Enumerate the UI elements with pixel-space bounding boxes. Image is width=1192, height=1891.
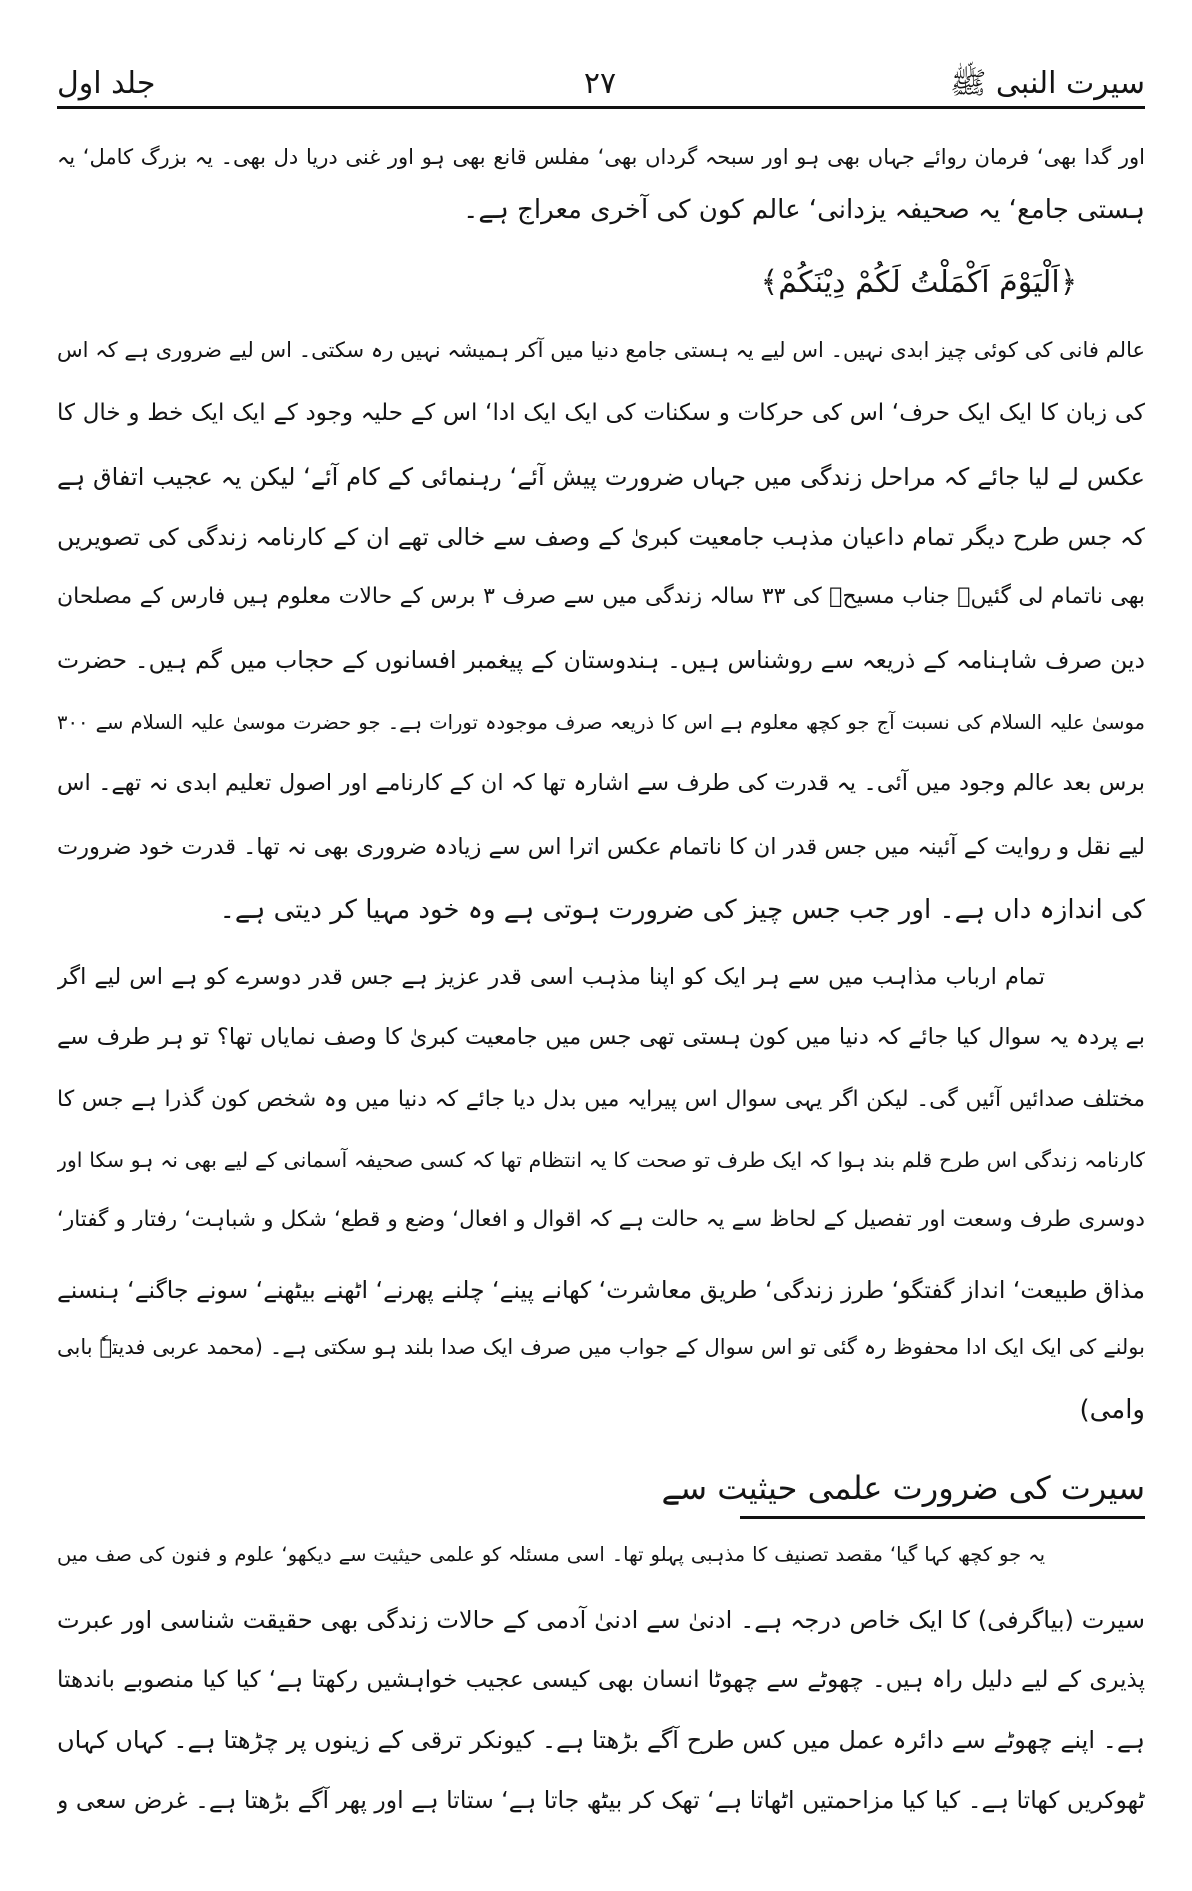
- text-line: لیے نقل و روایت کے آئینہ میں جس قدر ان کا ناتمام عکس اترا اس سے زیادہ ضروری بھی نہ تھا۔ قدرت خود ضرورت: [57, 834, 1145, 860]
- text-line: دوسری طرف وسعت اور تفصیل کے لحاظ سے یہ حالت ہے کہ اقوال و افعال‘ وضع و قطع‘ شکل و شباہت‘ رفتار و گفتار‘: [57, 1207, 1145, 1232]
- page-number: ۲۷: [583, 66, 617, 101]
- text-line: عکس لے لیا جائے کہ مراحل زندگی میں جہاں ضرورت پیش آئے‘ رہنمائی کے کام آئے‘ لیکن یہ عجیب اتفاق ہے: [57, 463, 1145, 491]
- text-line: مذاق طبیعت‘ انداز گفتگو‘ طرز زندگی‘ طریق معاشرت‘ کھانے پینے‘ چلنے پھرنے‘ اٹھنے بیٹھنے‘ سونے جاگنے‘ ہنسنے: [57, 1276, 1145, 1304]
- quranic-verse: ﴿اَلْيَوْمَ اَكْمَلْتُ لَكُمْ دِيْنَكُمْ﴾: [760, 265, 1078, 300]
- text-line: دین صرف شاہنامہ کے ذریعہ سے روشناس ہیں۔ ہندوستان کے پیغمبر افسانوں کے حجاب میں گم ہیں۔ حضرت: [57, 646, 1145, 674]
- header-rule: [57, 106, 1145, 109]
- text-line: تمام ارباب مذاہب میں سے ہر ایک کو اپنا مذہب اسی قدر عزیز ہے جس قدر دوسرے کو ہے اس لیے اگر: [57, 964, 1045, 990]
- text-line: ہستی جامع‘ یہ صحیفہ یزدانی‘ عالم کون کی آخری معراج ہے۔: [463, 195, 1145, 225]
- text-line: مختلف صدائیں آئیں گی۔ لیکن اگر یہی سوال اس پیرایہ میں بدل دیا جائے کہ دنیا میں وہ شخص کون گذرا ہے جس کا: [57, 1087, 1145, 1112]
- text-line: کی زبان کا ایک ایک حرف‘ اس کی حرکات و سکنات کی ایک ایک ادا‘ اس کے حلیہ وجود کے ایک ایک خط و خال کا: [57, 400, 1145, 426]
- text-line: موسیٰ علیہ السلام کی نسبت آج جو کچھ معلوم ہے اس کا ذریعہ صرف موجودہ تورات ہے۔ جو حضرت موسیٰ علیہ السلام سے ۳۰۰: [57, 711, 1145, 734]
- text-line: کی اندازہ داں ہے۔ اور جب جس چیز کی ضرورت ہوتی ہے وہ خود مہیا کر دیتی ہے۔: [219, 895, 1145, 925]
- text-line: کہ جس طرح دیگر تمام داعیان مذہب جامعیت کبریٰ کے وصف سے خالی تھے ان کے کارنامہ زندگی کی تصویریں: [57, 523, 1145, 551]
- text-line: وامی): [1079, 1395, 1145, 1425]
- text-line: بولنے کی ایک ایک ادا محفوظ رہ گئی تو اس سوال کے جواب میں صرف ایک صدا بلند ہو سکتی ہے۔ (محمد عربی فدیتہٗ بابی: [57, 1335, 1145, 1359]
- section-heading: سیرت کی ضرورت علمی حیثیت سے: [740, 1460, 1145, 1519]
- text-line: بے پردہ یہ سوال کیا جائے کہ دنیا میں کون ہستی تھی جس میں جامعیت کبریٰ کا وصف نمایاں تھا؟ تو ہر طرف سے: [57, 1024, 1145, 1050]
- text-line: عالم فانی کی کوئی چیز ابدی نہیں۔ اس لیے یہ ہستی جامع دنیا میں آکر ہمیشہ نہیں رہ سکتی۔ اس لیے ضروری ہے کہ اس: [57, 338, 1145, 362]
- text-line: کارنامہ زندگی اس طرح قلم بند ہوا کہ ایک طرف تو صحت کا یہ انتظام تھا کہ کسی صحیفہ آسمانی کے لیے بھی نہ ہو سکا اور: [57, 1148, 1145, 1172]
- text-line: بھی ناتمام لی گئیں۔ جناب مسیحؑ کی ۳۳ سالہ زندگی میں سے صرف ۳ برس کے حالات معلوم ہیں فارس کے مصلحان: [57, 584, 1145, 609]
- text-line: سیرت (بیاگرفی) کا ایک خاص درجہ ہے۔ ادنیٰ سے ادنیٰ آدمی کے حالات زندگی بھی حقیقت شناسی اور عبرت: [57, 1606, 1145, 1634]
- text-line: برس بعد عالم وجود میں آئی۔ یہ قدرت کی طرف سے اشارہ تھا کہ ان کے کارنامے اور اصول تعلیم ابدی نہ تھے۔ اس: [57, 770, 1145, 796]
- text-line: یہ جو کچھ کہا گیا‘ مقصد تصنیف کا مذہبی پہلو تھا۔ اسی مسئلہ کو علمی حیثیت سے دیکھو‘ علوم و فنون کی صف میں: [57, 1543, 1045, 1566]
- running-head-volume: جلد اول: [57, 66, 156, 101]
- running-head-book-title: سیرت النبی ﷺ: [950, 66, 1145, 101]
- text-line: اور گدا بھی‘ فرمان روائے جہاں بھی ہو اور سبحہ گرداں بھی‘ مفلس قانع بھی ہو اور غنی دریا دل بھی۔ یہ بزرگ کامل‘ یہ: [57, 145, 1145, 169]
- text-line: ٹھوکریں کھاتا ہے۔ کیا کیا مزاحمتیں اٹھاتا ہے‘ تھک کر بیٹھ جاتا ہے‘ ستاتا ہے اور پھر آگے بڑھتا ہے۔ غرض سعی و: [57, 1786, 1145, 1814]
- text-line: ہے۔ اپنے چھوٹے سے دائرہ عمل میں کس طرح آگے بڑھتا ہے۔ کیونکر ترقی کے زینوں پر چڑھتا ہے۔ کہاں کہاں: [57, 1726, 1145, 1754]
- text-line: پذیری کے لیے دلیل راہ ہیں۔ چھوٹے سے چھوٹا انسان بھی کیسی عجیب خواہشیں رکھتا ہے‘ کیا کیا منصوبے باندھتا: [57, 1667, 1145, 1693]
